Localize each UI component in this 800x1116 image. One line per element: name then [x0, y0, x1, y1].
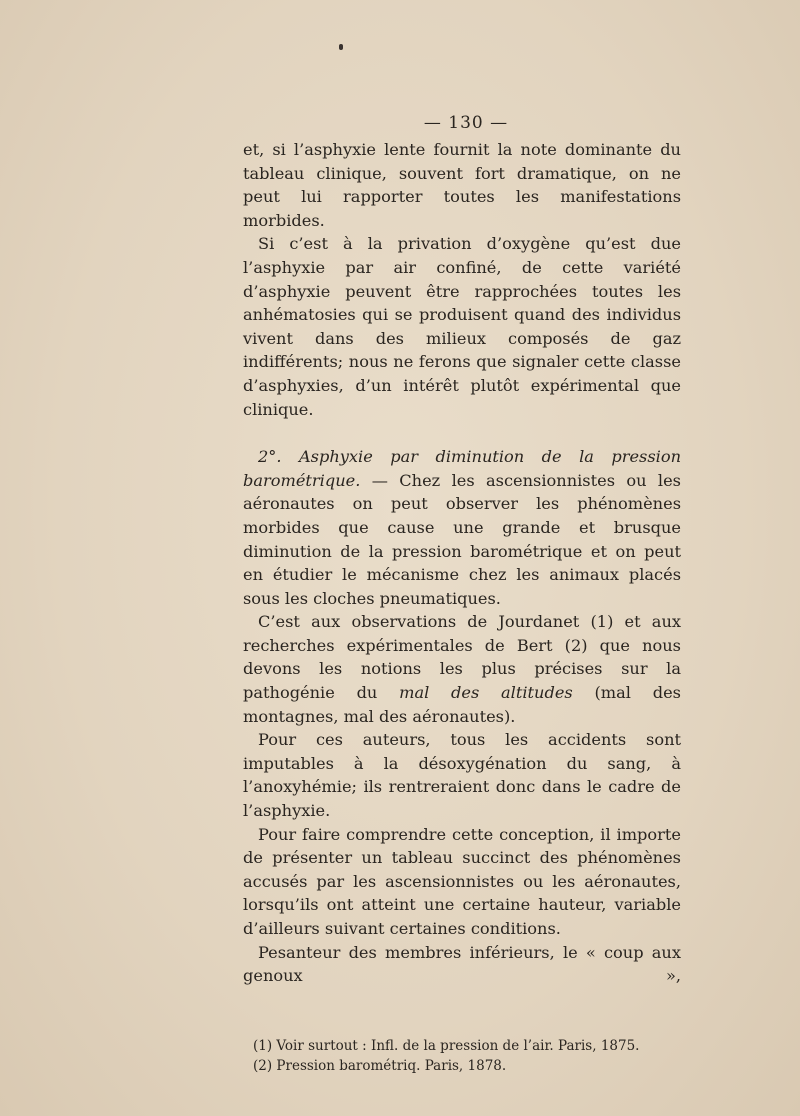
paragraph-1: et, si l’asphyxie lente fournit la note dominante du tableau clinique, souvent fort dramatique, on ne peut lui rapporter toutes les manifestations morbides.: [243, 140, 681, 230]
section-heading: 2°. Asphyxie par diminution de la pression barométrique.: [243, 447, 681, 490]
paragraph-7: Pesanteur des membres inférieurs, le « coup aux genoux »,: [243, 942, 681, 986]
ink-speck: [339, 44, 343, 50]
footnote-2: (2) Pression barométriq. Paris, 1878.: [253, 1057, 507, 1074]
paragraph-2: Si c’est à la privation d’oxygène qu’est due l’asphyxie par air confiné, de cette variété d’asphyxie peuvent être rapprochées toutes les anhématosies qui se produisent quand des individus vivent dans des milieux composés de gaz indifférents; nous ne ferons que signaler cette classe d’asphyxies, d’un intérêt plutôt expérimental que clinique.: [243, 234, 681, 419]
paragraph-6: Pour faire comprendre cette conception, il importe de présenter un tableau succinct des phénomènes accusés par les ascensionnistes ou les aéronautes, lorsqu’ils ont atteint une certaine hauteur, variable d’ailleurs suivant certaines conditions.: [243, 824, 681, 938]
footnote-1: (1) Voir surtout : Infl. de la pression de l’air. Paris, 1875.: [253, 1037, 640, 1054]
paragraph-4-start: C’est aux observations de Jourdanet (1) et aux recherches expérimentales de Bert (2) que nous devons les notions les plus précises sur la pathogénie du: [243, 612, 681, 703]
paragraph-4: [243, 610, 681, 728]
book-page: [243, 108, 681, 1076]
paragraph-3: [243, 445, 681, 610]
paragraph-4-italic: mal des altitudes: [399, 683, 573, 703]
body-text: [243, 138, 681, 988]
paragraph-4-end: (mal des montagnes, mal des aéronautes).: [243, 683, 681, 726]
paragraph-5: Pour ces auteurs, tous les accidents sont imputables à la désoxygénation du sang, à l’anoxyhémie; ils rentreraient donc dans le cadre de l’asphyxie.: [243, 730, 681, 821]
section-text: — Chez les ascensionnistes ou les aéronautes on peut observer les phénomènes morbides que cause une grande et brusque diminution de la pression barométrique et on peut en étudier le mécanisme chez les animaux placés sous les cloches pneumatiques.: [243, 470, 681, 608]
page-number: — 130 —: [423, 113, 509, 133]
footnotes: [253, 1036, 681, 1076]
